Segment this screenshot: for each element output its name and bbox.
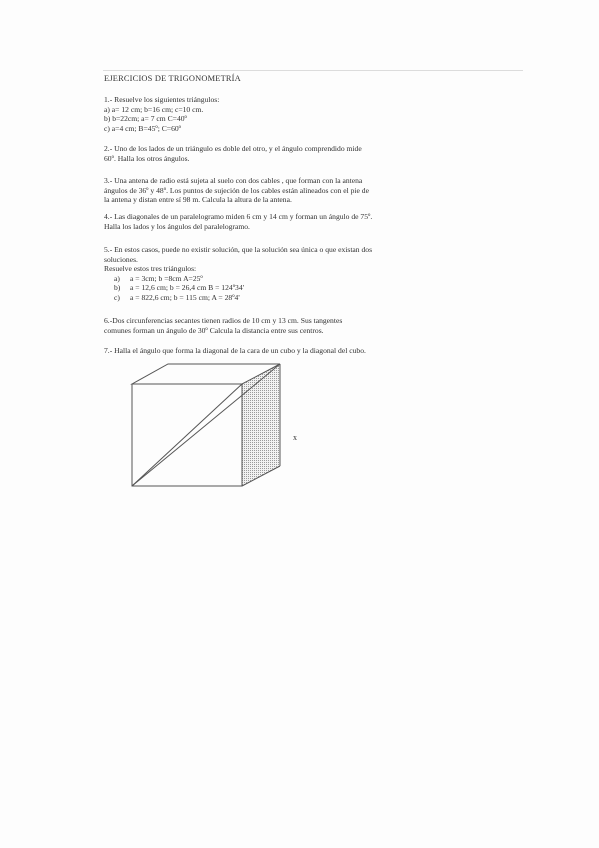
exercise-1-heading: 1.- Resuelve los siguientes triángulos: [104, 95, 220, 104]
exercise-5-item-a-text: a = 3cm; b =8cm A=25º [130, 273, 203, 283]
exercise-3-line-2: ángulos de 36º y 48º. Los puntos de sujeción de los cables están alineados con el pie de [104, 185, 369, 195]
exercise-5-item-b-text: a = 12,6 cm; b = 26,4 cm B = 124º34' [130, 283, 245, 293]
exercise-1-item-a: a) a= 12 cm; b=16 cm; c=10 cm. [104, 104, 204, 114]
exercise-5-item-a [104, 274, 516, 284]
exercise-5-item-b-label: b) [114, 283, 121, 293]
exercise-2-line-1: 2.- Uno de los lados de un triángulo es doble del otro, y el ángulo comprendido mide [104, 144, 362, 153]
exercise-1 [104, 95, 516, 133]
exercise-5-item-b [104, 283, 516, 293]
exercise-6 [104, 316, 516, 335]
header-rule [103, 70, 523, 71]
exercise-5-line-3: Resuelve estos tres triángulos: [104, 264, 197, 274]
exercise-3-line-1: 3.- Una antena de radio está sujeta al suelo con dos cables , que forman con la antena [104, 176, 363, 185]
exercise-4-line-1: 4.- Las diagonales de un paralelogramo miden 6 cm y 14 cm y forman un ángulo de 75º. [104, 212, 373, 221]
exercise-4-line-2: Halla los lados y los ángulos del paralelogramo. [104, 221, 250, 231]
exercise-5-item-c-label: c) [114, 292, 120, 302]
exercise-5-item-a-label: a) [114, 273, 120, 283]
exercise-5-line-2: soluciones. [104, 254, 138, 264]
exercise-1-item-b: b) b=22cm; a= 7 cm C=40º [104, 114, 187, 124]
exercise-7-line-1: 7.- Halla el ángulo que forma la diagonal de la cara de un cubo y la diagonal del cubo. [104, 346, 366, 355]
exercise-4 [104, 212, 516, 231]
exercise-2-line-2: 60º. Halla los otros ángulos. [104, 153, 190, 163]
exercise-3 [104, 176, 516, 205]
exercise-3-line-3: la antena y distan entre sí 98 m. Calcula la altura de la antena. [104, 195, 292, 205]
exercise-6-line-2: comunes forman un ángulo de 30º Calcula la distancia entre sus centros. [104, 325, 324, 335]
page-title: EJERCICIOS DE TRIGONOMETRÍA [104, 74, 241, 83]
exercise-6-line-1: 6.-Dos circunferencias secantes tienen radios de 10 cm y 13 cm. Sus tangentes [104, 316, 343, 325]
exercise-5-item-c [104, 293, 516, 303]
exercise-7 [104, 346, 516, 356]
exercise-5-item-c-text: a = 822,6 cm; b = 115 cm; A = 28º4' [130, 292, 240, 302]
figure-x-label: x [293, 433, 297, 442]
cube-figure [120, 362, 290, 492]
exercise-2 [104, 144, 516, 163]
face-diagonal [132, 384, 242, 486]
exercise-1-item-c: c) a=4 cm; B=45º; C=60º [104, 123, 182, 133]
cube-shaded-face [242, 364, 280, 486]
exercise-5-line-1: 5.- En estos casos, puede no existir solución, que la solución sea única o que existan dos [104, 245, 373, 254]
exercise-5 [104, 245, 516, 303]
